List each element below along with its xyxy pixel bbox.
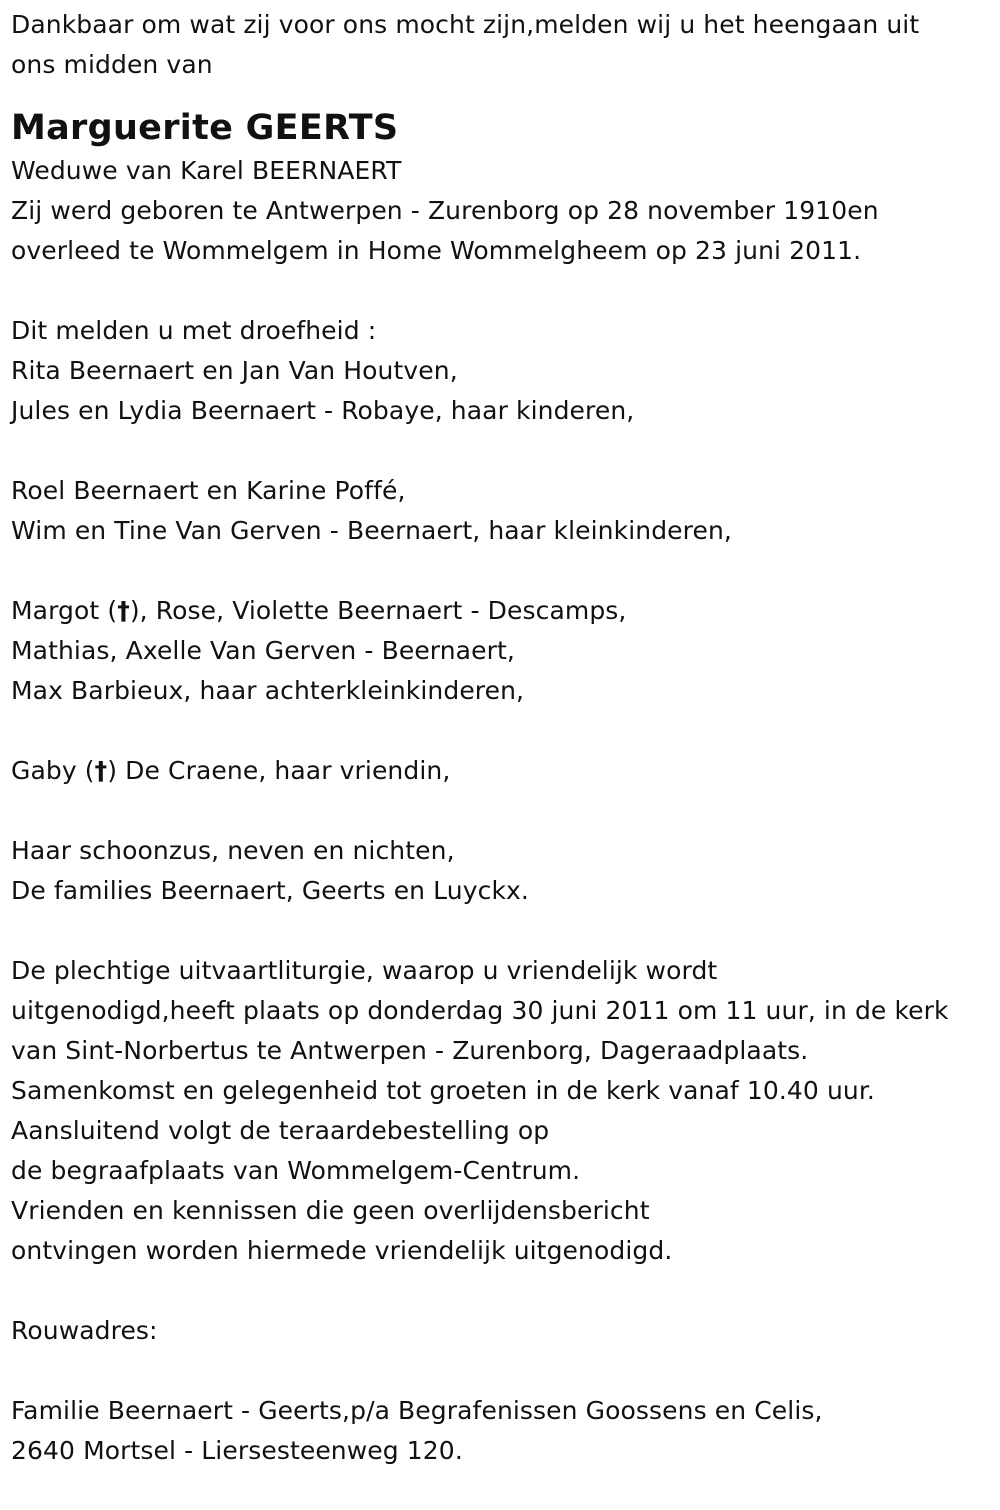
announcement-intro: Dit melden u met droefheid :	[11, 316, 377, 345]
great-grandchildren-line-1	[11, 591, 991, 631]
children-line-2: Jules en Lydia Beernaert - Robaye, haar kinderen,	[11, 396, 635, 425]
great-grandchildren-text-before-cross: Margot (	[11, 596, 118, 625]
friend-text-before-cross: Gaby (	[11, 756, 95, 785]
family-line-2: De families Beernaert, Geerts en Luyckx.	[11, 876, 529, 905]
ceremony-line-5: Aansluitend volgt de teraardebestelling op	[11, 1116, 550, 1145]
cross-icon: †	[94, 756, 108, 785]
spacer	[11, 911, 991, 951]
ceremony-line-1: De plechtige uitvaartliturgie, waarop u vriendelijk wordt	[11, 956, 718, 985]
great-grandchildren-line-3: Max Barbieux, haar achterkleinkinderen,	[11, 676, 525, 705]
cross-icon: †	[117, 596, 130, 625]
family-line-1: Haar schoonzus, neven en nichten,	[11, 836, 455, 865]
address-line-2: 2640 Mortsel - Liersesteenweg 120.	[11, 1436, 463, 1465]
friend-line	[11, 751, 991, 791]
birth-line: Zij werd geboren te Antwerpen - Zurenborg op 28 november 1910en	[11, 196, 879, 225]
intro-line-2: ons midden van	[11, 50, 213, 79]
spacer	[11, 271, 991, 311]
spacer	[11, 1271, 991, 1311]
grandchildren-line-2: Wim en Tine Van Gerven - Beernaert, haar kleinkinderen,	[11, 516, 732, 545]
ceremony-line-7: Vrienden en kennissen die geen overlijdensbericht	[11, 1196, 650, 1225]
address-label: Rouwadres:	[11, 1316, 158, 1345]
ceremony-line-3: van Sint-Norbertus te Antwerpen - Zurenborg, Dageraadplaats.	[11, 1036, 809, 1065]
obituary-document	[11, 5, 991, 1471]
ceremony-line-6: de begraafplaats van Wommelgem-Centrum.	[11, 1156, 581, 1185]
great-grandchildren-text-after-cross: ), Rose, Violette Beernaert - Descamps,	[129, 596, 627, 625]
spacer	[11, 1351, 991, 1391]
spacer	[11, 551, 991, 591]
death-line: overleed te Wommelgem in Home Wommelgheem op 23 juni 2011.	[11, 236, 862, 265]
widow-of-line: Weduwe van Karel BEERNAERT	[11, 156, 402, 185]
great-grandchildren-line-2: Mathias, Axelle Van Gerven - Beernaert,	[11, 636, 515, 665]
spacer	[11, 431, 991, 471]
ceremony-line-4: Samenkomst en gelegenheid tot groeten in de kerk vanaf 10.40 uur.	[11, 1076, 875, 1105]
spacer	[11, 791, 991, 831]
intro-line-1: Dankbaar om wat zij voor ons mocht zijn,melden wij u het heengaan uit	[11, 10, 920, 39]
friend-text-after-cross: ) De Craene, haar vriendin,	[107, 756, 451, 785]
ceremony-line-8: ontvingen worden hiermede vriendelijk uitgenodigd.	[11, 1236, 673, 1265]
ceremony-line-2: uitgenodigd,heeft plaats op donderdag 30 juni 2011 om 11 uur, in de kerk	[11, 996, 949, 1025]
spacer	[11, 711, 991, 751]
children-line-1: Rita Beernaert en Jan Van Houtven,	[11, 356, 458, 385]
grandchildren-line-1: Roel Beernaert en Karine Poffé,	[11, 476, 406, 505]
address-line-1: Familie Beernaert - Geerts,p/a Begrafenissen Goossens en Celis,	[11, 1396, 823, 1425]
deceased-name: Marguerite GEERTS	[11, 108, 399, 148]
